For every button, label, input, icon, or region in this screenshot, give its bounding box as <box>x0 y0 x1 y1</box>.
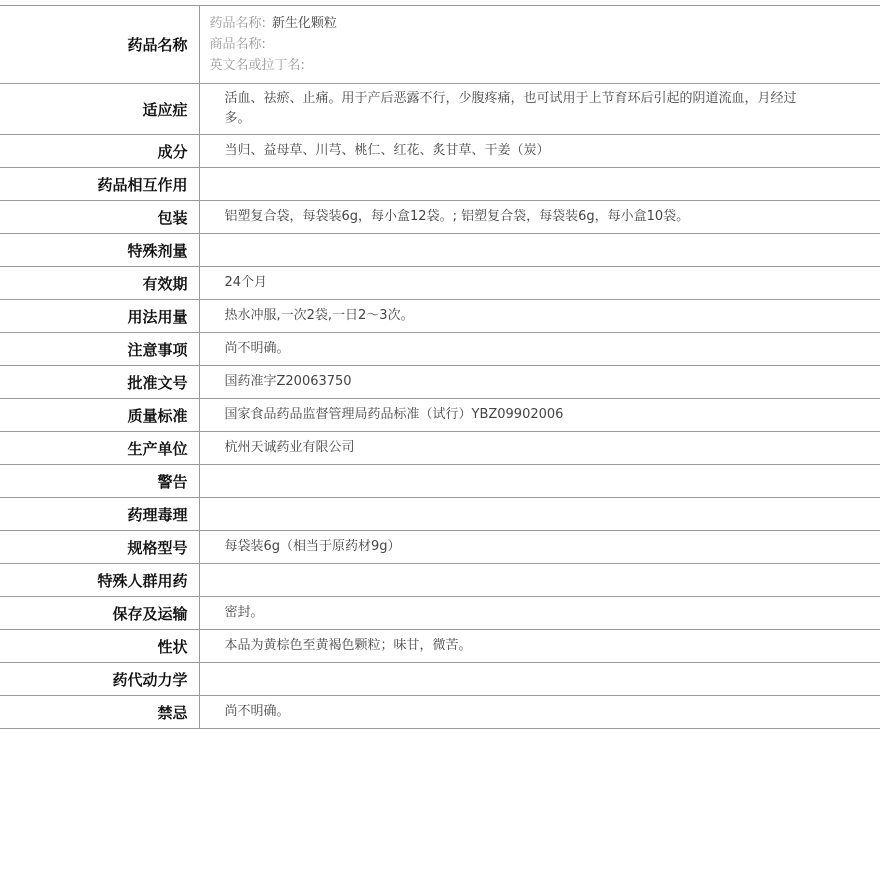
row-label: 适应症 <box>0 84 199 135</box>
row-value: 热水冲服,一次2袋,一日2～3次。 <box>199 300 880 333</box>
row-pharmacology <box>0 498 880 531</box>
row-quality-standard <box>0 399 880 432</box>
drug-name-value: 新生化颗粒 <box>271 16 337 31</box>
row-label: 包装 <box>0 201 199 234</box>
row-packaging <box>0 201 880 234</box>
row-special-dosage <box>0 234 880 267</box>
row-label: 特殊人群用药 <box>0 564 199 597</box>
row-value <box>199 234 880 267</box>
trade-name-line <box>210 34 880 55</box>
row-value <box>199 168 880 201</box>
row-value: 每袋装6g（相当于原药材9g） <box>199 531 880 564</box>
row-precautions <box>0 333 880 366</box>
drug-spec-table <box>0 5 880 729</box>
row-label: 规格型号 <box>0 531 199 564</box>
row-warning <box>0 465 880 498</box>
row-label: 有效期 <box>0 267 199 300</box>
row-value: 国家食品药品监督管理局药品标准（试行）YBZ09902006 <box>199 399 880 432</box>
row-contraindications <box>0 696 880 729</box>
row-label: 药品名称 <box>0 6 199 84</box>
row-pharmacokinetics <box>0 663 880 696</box>
row-value: 尚不明确。 <box>199 696 880 729</box>
row-description <box>0 630 880 663</box>
row-approval-number <box>0 366 880 399</box>
row-label: 警告 <box>0 465 199 498</box>
row-label: 批准文号 <box>0 366 199 399</box>
row-value <box>199 564 880 597</box>
row-storage <box>0 597 880 630</box>
row-value: 密封。 <box>199 597 880 630</box>
row-label: 成分 <box>0 135 199 168</box>
row-label: 生产单位 <box>0 432 199 465</box>
row-label: 性状 <box>0 630 199 663</box>
row-ingredients <box>0 135 880 168</box>
row-special-populations <box>0 564 880 597</box>
drug-names-cell <box>199 6 880 84</box>
row-value: 本品为黄棕色至黄褐色颗粒；味甘，微苦。 <box>199 630 880 663</box>
row-label: 质量标准 <box>0 399 199 432</box>
row-value: 国药准字Z20063750 <box>199 366 880 399</box>
row-specification <box>0 531 880 564</box>
trade-name-label: 商品名称: <box>209 37 266 52</box>
row-value: 杭州天诚药业有限公司 <box>199 432 880 465</box>
row-value: 铝塑复合袋，每袋装6g，每小盒12袋。; 铝塑复合袋，每袋装6g，每小盒10袋。 <box>199 201 880 234</box>
row-value <box>199 498 880 531</box>
row-interactions <box>0 168 880 201</box>
drug-name-line <box>210 13 880 34</box>
row-label: 药理毒理 <box>0 498 199 531</box>
row-label: 特殊剂量 <box>0 234 199 267</box>
drug-name-label: 药品名称: <box>209 16 266 31</box>
row-value: 当归、益母草、川芎、桃仁、红花、炙甘草、干姜（炭） <box>199 135 880 168</box>
row-value <box>199 465 880 498</box>
row-indications <box>0 84 880 135</box>
row-drug-names <box>0 6 880 84</box>
english-name-line <box>210 55 880 76</box>
row-value: 活血、祛瘀、止痛。用于产后恶露不行，少腹疼痛，也可试用于上节育环后引起的阴道流血，月经过多。 <box>199 84 880 135</box>
row-label: 禁忌 <box>0 696 199 729</box>
row-shelf-life <box>0 267 880 300</box>
row-value <box>199 663 880 696</box>
row-usage <box>0 300 880 333</box>
row-label: 保存及运输 <box>0 597 199 630</box>
row-manufacturer <box>0 432 880 465</box>
english-name-label: 英文名或拉丁名: <box>209 58 305 73</box>
row-label: 药代动力学 <box>0 663 199 696</box>
row-value: 24个月 <box>199 267 880 300</box>
row-label: 注意事项 <box>0 333 199 366</box>
row-label: 药品相互作用 <box>0 168 199 201</box>
row-label: 用法用量 <box>0 300 199 333</box>
row-value: 尚不明确。 <box>199 333 880 366</box>
